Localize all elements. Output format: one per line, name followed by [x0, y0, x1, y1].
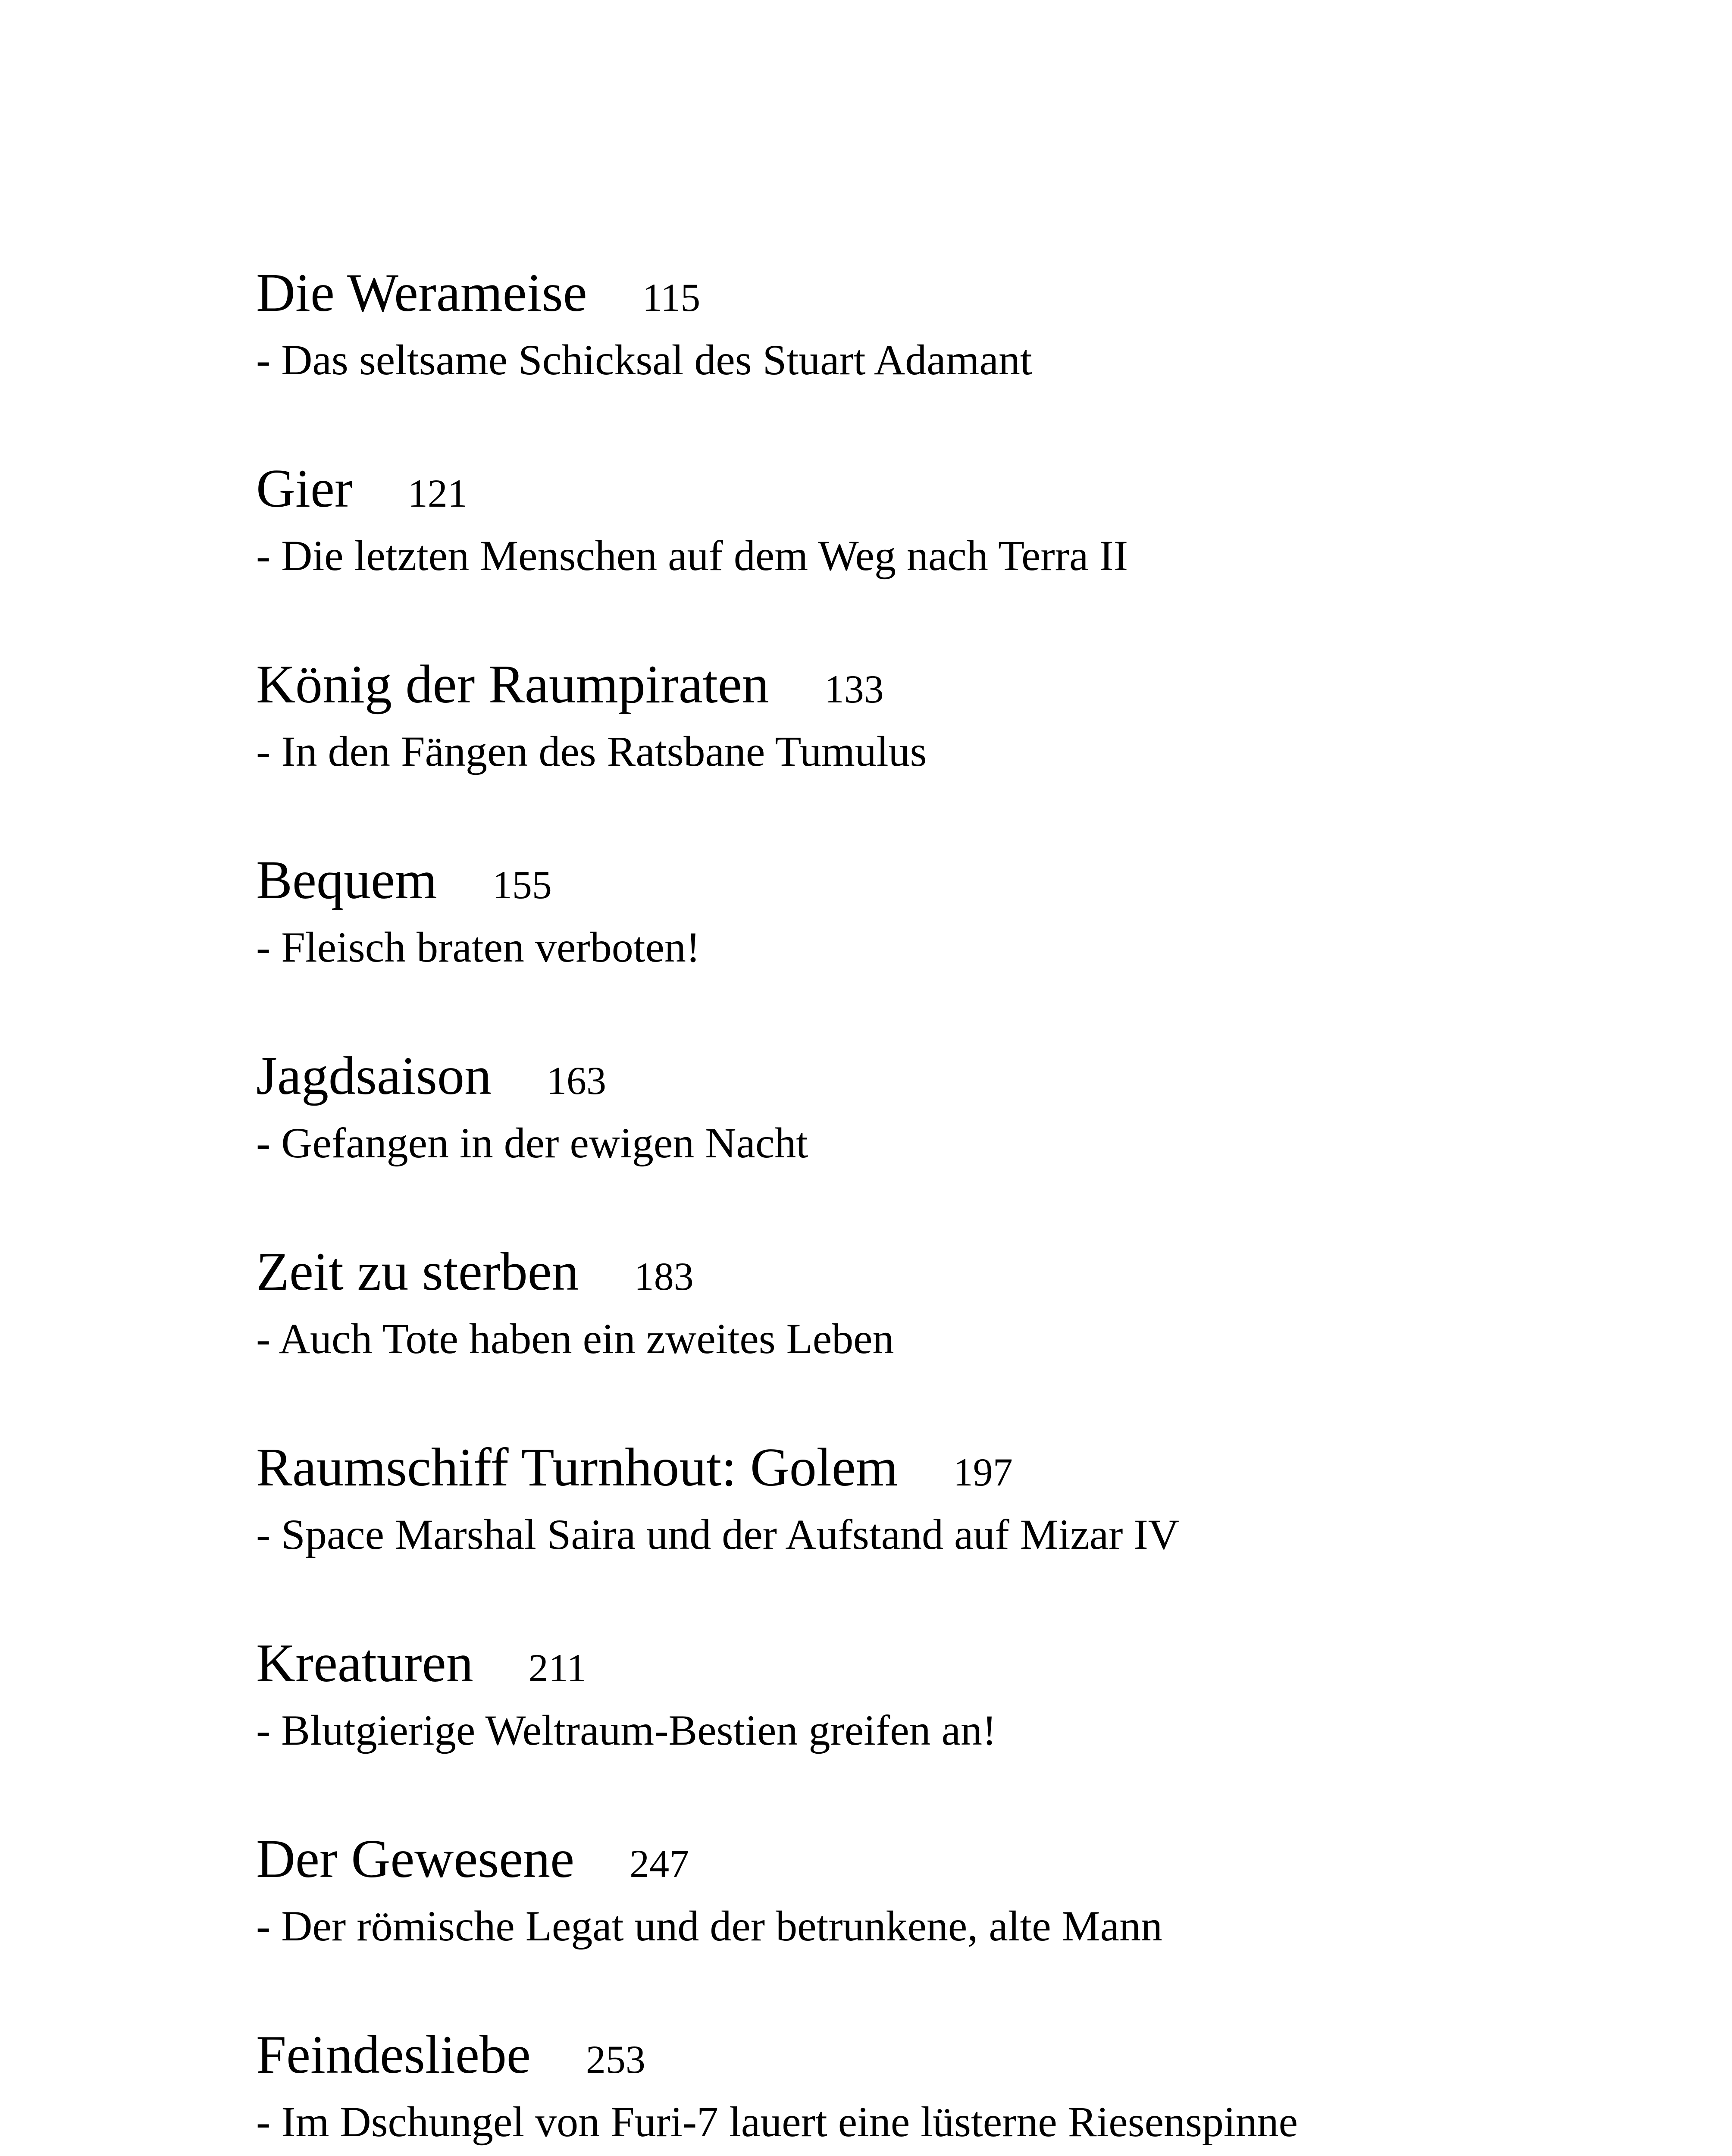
toc-entry-heading — [256, 1238, 1636, 1311]
toc-entry-page-number: 183 — [634, 1254, 694, 1298]
toc-entry-subtitle: - Das seltsame Schicksal des Stuart Adamant — [256, 336, 1032, 384]
toc-entry — [256, 1042, 1636, 1238]
toc-entry-title: König der Raumpiraten — [256, 655, 769, 714]
toc-entry-page-number: 211 — [528, 1646, 587, 1690]
toc-entry-page-number: 197 — [953, 1450, 1013, 1494]
toc-entry-subtitle: - Die letzten Menschen auf dem Weg nach Terra II — [256, 532, 1128, 580]
toc-entry-page-number: 115 — [642, 276, 701, 320]
table-of-contents — [256, 259, 1636, 2156]
toc-entry — [256, 259, 1636, 454]
toc-entry-page-number: 133 — [824, 667, 884, 711]
toc-entry — [256, 454, 1636, 650]
toc-entry-subtitle: - Fleisch braten verboten! — [256, 923, 701, 971]
toc-entry — [256, 1825, 1636, 2021]
toc-entry-title: Feindesliebe — [256, 2025, 531, 2085]
toc-entry-subtitle: - Der römische Legat und der betrunkene, alte Mann — [256, 1902, 1162, 1950]
toc-entry — [256, 1629, 1636, 1825]
toc-entry-title: Gier — [256, 459, 353, 519]
toc-entry-title: Der Gewesene — [256, 1829, 575, 1889]
toc-entry-heading — [256, 1042, 1636, 1115]
toc-entry-subtitle: - In den Fängen des Ratsbane Tumulus — [256, 727, 927, 775]
toc-entry-heading — [256, 650, 1636, 724]
toc-entry — [256, 650, 1636, 846]
toc-entry — [256, 2021, 1636, 2156]
toc-entry-heading — [256, 454, 1636, 528]
toc-entry-heading — [256, 846, 1636, 919]
toc-entry-page-number: 163 — [546, 1059, 606, 1103]
toc-entry-heading — [256, 1629, 1636, 1702]
toc-entry-heading — [256, 1825, 1636, 1898]
toc-entry-subtitle: - Im Dschungel von Furi-7 lauert eine lüsterne Riesenspinne — [256, 2098, 1298, 2146]
toc-entry-title: Zeit zu sterben — [256, 1242, 579, 1302]
toc-entry-page-number: 121 — [407, 471, 467, 515]
toc-entry-title: Kreaturen — [256, 1633, 473, 1693]
toc-entry-title: Bequem — [256, 850, 437, 910]
toc-entry-heading — [256, 259, 1636, 332]
toc-entry — [256, 1238, 1636, 1433]
toc-entry-title: Raumschiff Turnhout: Golem — [256, 1438, 898, 1498]
toc-entry-heading — [256, 1433, 1636, 1507]
toc-entry-subtitle: - Auch Tote haben ein zweites Leben — [256, 1315, 894, 1363]
toc-entry-page-number: 155 — [492, 863, 552, 907]
toc-entry-title: Jagdsaison — [256, 1046, 492, 1106]
toc-entry-subtitle: - Blutgierige Weltraum-Bestien greifen an! — [256, 1706, 997, 1754]
toc-entry-page-number: 247 — [630, 1842, 689, 1886]
toc-entry-page-number: 253 — [586, 2037, 645, 2081]
toc-entry — [256, 1433, 1636, 1629]
toc-entry — [256, 846, 1636, 1042]
toc-entry-title: Die Werameise — [256, 263, 587, 323]
toc-entry-subtitle: - Space Marshal Saira und der Aufstand auf Mizar IV — [256, 1510, 1179, 1558]
toc-entry-heading — [256, 2021, 1636, 2094]
toc-entry-subtitle: - Gefangen in der ewigen Nacht — [256, 1119, 808, 1167]
